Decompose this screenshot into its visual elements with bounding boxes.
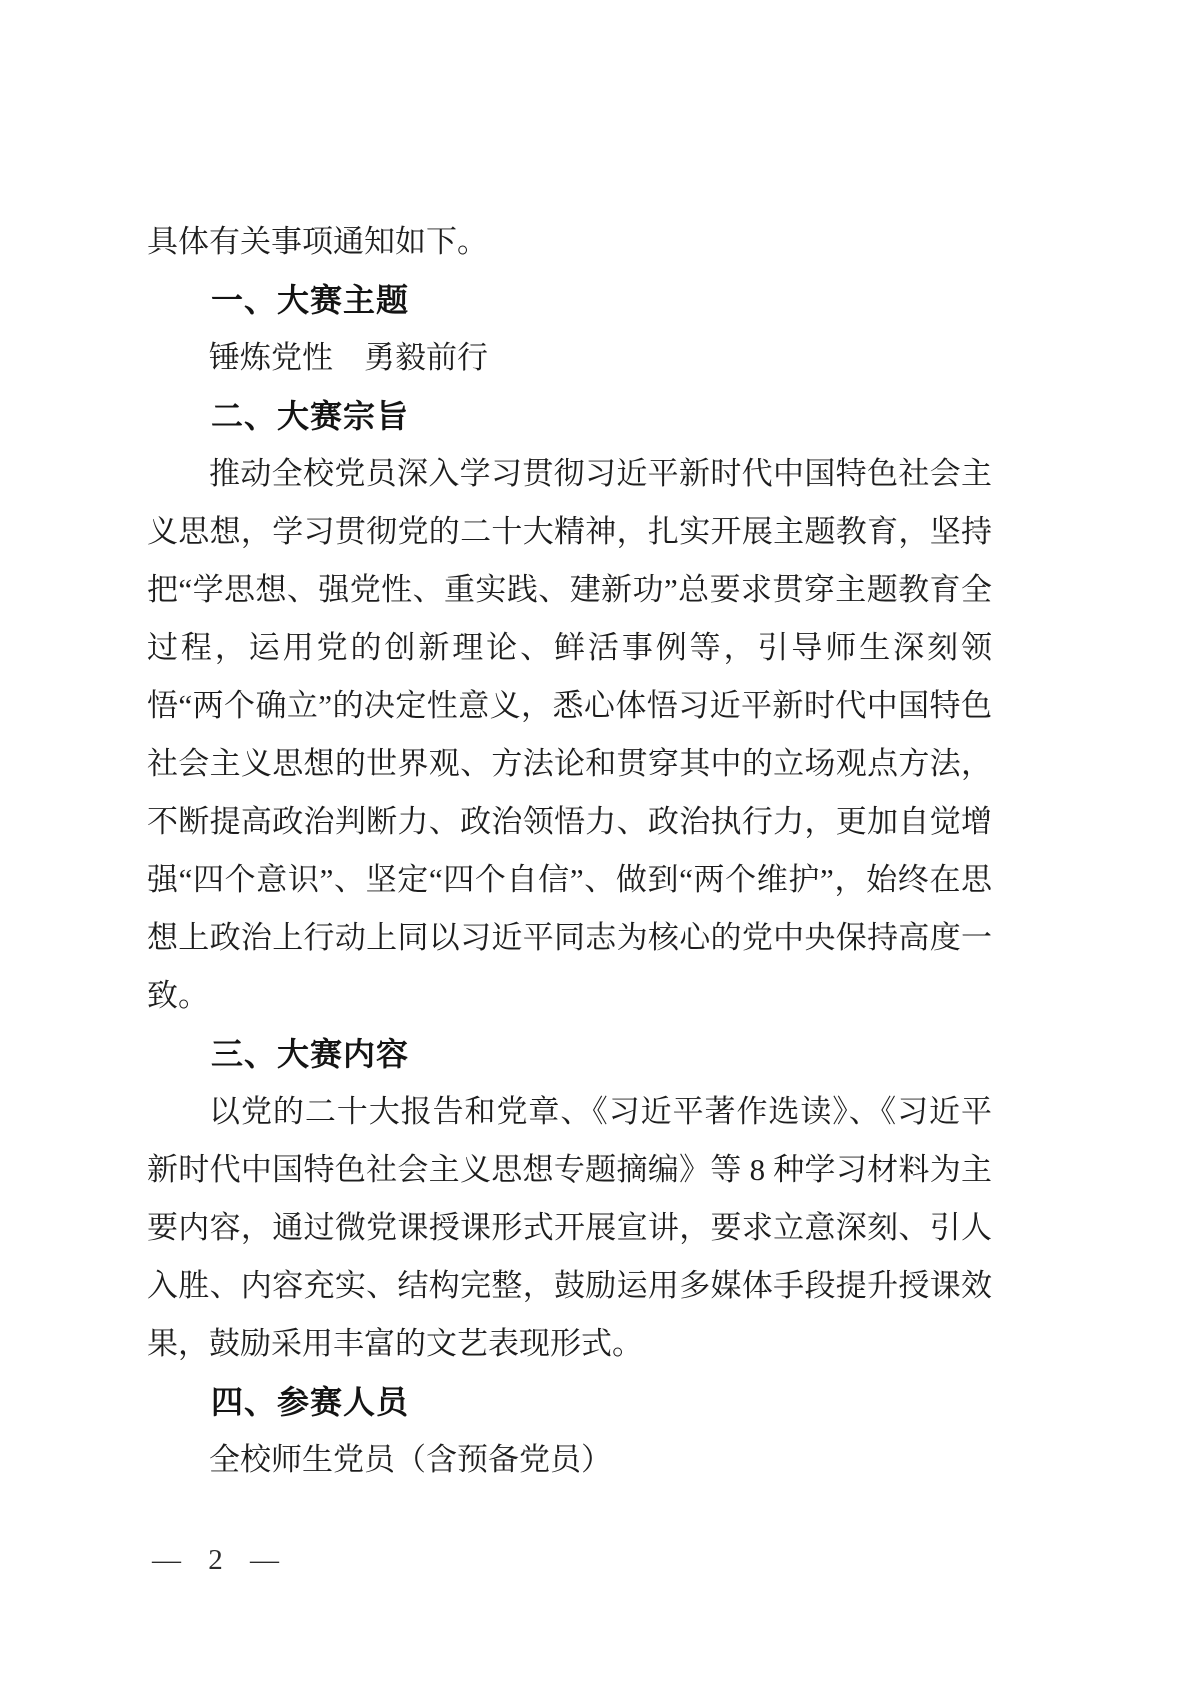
notice-body xyxy=(147,213,992,1489)
heading-contest-theme: 一、大赛主题 xyxy=(211,282,410,318)
heading-contest-content: 三、大赛内容 xyxy=(211,1036,410,1072)
paragraph-contest-theme: 锤炼党性 勇毅前行 xyxy=(209,340,488,375)
page-footer xyxy=(152,1540,289,1580)
heading-participants: 四、参赛人员 xyxy=(211,1384,410,1420)
paragraph-participants: 全校师生党员（含预备党员） xyxy=(209,1442,612,1477)
paragraph-contest-purpose: 推动全校党员深入学习贯彻习近平新时代中国特色社会主义思想，学习贯彻党的二十大精神，扎实开展主题教育，坚持把“学思想、强党性、重实践、建新功”总要求贯穿主题教育全过程，运用党的创新理论、鲜活事例等，引导师生深刻领悟“两个确立”的决定性意义，悉心体悟习近平新时代中国特色社会主义思想的世界观、方法论和贯穿其中的立场观点方法，不断提高政治判断力、政治领悟力、政治执行力，更加自觉增强“四个意识”、坚定“四个自信”、做到“两个维护”，始终在思想上政治上行动上同以习近平同志为核心的党中央保持高度一致。 xyxy=(147,456,992,1013)
page-number: — 2 — xyxy=(152,1544,289,1576)
heading-contest-purpose: 二、大赛宗旨 xyxy=(211,398,410,434)
paragraph-contest-content: 以党的二十大报告和党章、《习近平著作选读》、《习近平新时代中国特色社会主义思想专题摘编》等 8 种学习材料为主要内容，通过微党课授课形式开展宣讲，要求立意深刻、引人入胜、内容充实、结构完整，鼓励运用多媒体手段提升授课效果，鼓励采用丰富的文艺表现形式。 xyxy=(147,1094,992,1361)
intro-paragraph: 具体有关事项通知如下。 xyxy=(147,224,488,259)
